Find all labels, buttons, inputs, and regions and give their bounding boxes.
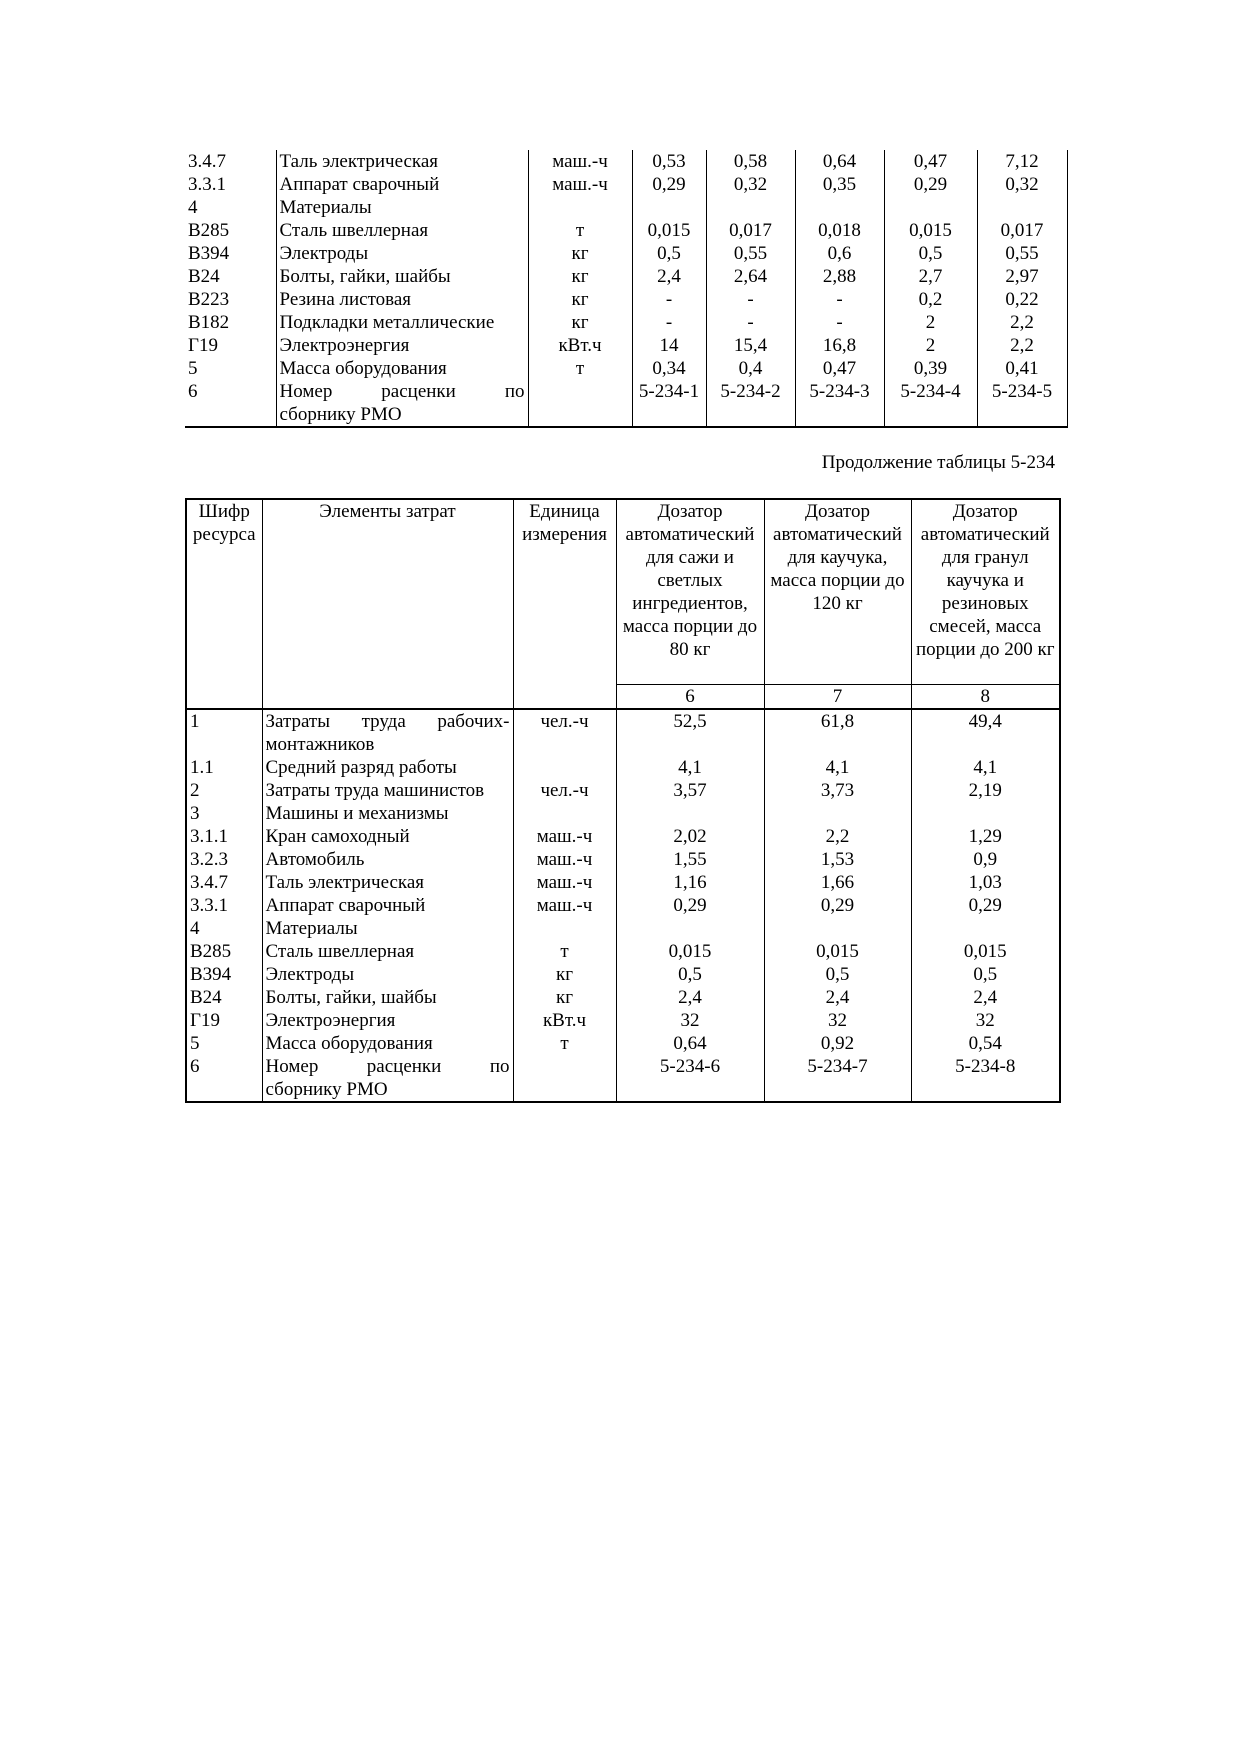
value-cell: 2,4	[764, 986, 911, 1009]
unit: маш.-ч	[513, 825, 616, 848]
resource-code: В394	[188, 243, 230, 264]
value-cell: 0,64	[616, 1032, 764, 1055]
cost-element: Болты, гайки, шайбы	[262, 986, 513, 1009]
resource-code: 2	[190, 780, 200, 801]
value-cell: 2,64	[706, 265, 795, 288]
value-cell: 0,29	[616, 894, 764, 917]
value-cell: 0,015	[884, 219, 977, 242]
cost-element-line-2: монтажников	[265, 734, 375, 755]
value-cell: 0,22	[977, 288, 1067, 311]
cost-element-line-1: Номер расценки по	[279, 381, 525, 402]
value-cell: 5-234-6	[616, 1055, 764, 1102]
table-row	[186, 779, 1060, 802]
value-cell: 4,1	[911, 756, 1060, 779]
cost-element-line-1: Затраты труда рабочих-	[265, 711, 510, 732]
value-cell: 0,39	[884, 357, 977, 380]
unit	[513, 1055, 616, 1102]
resource-code: В24	[190, 987, 222, 1008]
table-row	[186, 1032, 1060, 1055]
value-cell: 32	[911, 1009, 1060, 1032]
table-row	[185, 357, 1067, 380]
cost-element: Затраты труда машинистов	[262, 779, 513, 802]
value-cell: 15,4	[706, 334, 795, 357]
value-cell: 2,7	[884, 265, 977, 288]
value-cell: 52,5	[616, 709, 764, 756]
table-caption: Продолжение таблицы 5-234	[821, 452, 1055, 473]
header-unit: Единица измерения	[513, 499, 616, 709]
table-row	[186, 848, 1060, 871]
value-cell: 1,55	[616, 848, 764, 871]
header-col-7: Дозатор автоматический для каучука, масса порции до 120 кг	[764, 499, 911, 685]
unit: кг	[513, 986, 616, 1009]
col-number: 8	[911, 685, 1060, 710]
value-cell: 0,5	[764, 963, 911, 986]
value-cell: 0,53	[632, 150, 706, 173]
resource-code: Г19	[190, 1010, 220, 1031]
value-cell: 2,19	[911, 779, 1060, 802]
value-cell: 4,1	[616, 756, 764, 779]
value-cell: 0,5	[884, 242, 977, 265]
value-cell: 2,4	[911, 986, 1060, 1009]
value-cell: 2,4	[616, 986, 764, 1009]
value-cell: 2,97	[977, 265, 1067, 288]
cost-element-line-2: сборнику РМО	[279, 404, 402, 425]
unit: кВт.ч	[528, 334, 632, 357]
resource-code: 4	[190, 918, 200, 939]
unit: кг	[528, 288, 632, 311]
cost-element: Электроды	[262, 963, 513, 986]
value-cell: 0,55	[977, 242, 1067, 265]
unit: чел.-ч	[513, 709, 616, 756]
value-cell: 5-234-1	[632, 380, 706, 427]
value-cell: 5-234-8	[911, 1055, 1060, 1102]
value-cell: 0,54	[911, 1032, 1060, 1055]
unit: т	[513, 1032, 616, 1055]
resource-code: 3.3.1	[190, 895, 228, 916]
table-row	[185, 380, 1067, 427]
value-cell: 2,2	[977, 334, 1067, 357]
value-cell: 0,29	[632, 173, 706, 196]
resource-code: Г19	[188, 335, 218, 356]
value-cell: 5-234-5	[977, 380, 1067, 427]
resource-code: 1	[186, 709, 262, 756]
unit: кг	[528, 265, 632, 288]
unit: маш.-ч	[513, 871, 616, 894]
resource-code: В394	[190, 964, 232, 985]
resource-code: В285	[190, 941, 232, 962]
resource-code: 3.4.7	[188, 151, 226, 172]
header-col-6: Дозатор автоматический для сажи и светлых ингредиентов, масса порции до 80 кг	[616, 499, 764, 685]
table-row	[186, 802, 1060, 825]
value-cell: 32	[764, 1009, 911, 1032]
table-row	[186, 917, 1060, 940]
value-cell: 5-234-4	[884, 380, 977, 427]
value-cell: 0,015	[911, 940, 1060, 963]
resource-table-part1	[185, 150, 1068, 428]
unit: кг	[528, 242, 632, 265]
cost-element: Материалы	[276, 196, 528, 219]
value-cell: 7,12	[977, 150, 1067, 173]
unit: кг	[513, 963, 616, 986]
value-cell: 0,5	[911, 963, 1060, 986]
value-cell: 0,55	[706, 242, 795, 265]
cost-element: Таль электрическая	[262, 871, 513, 894]
table-row	[186, 871, 1060, 894]
resource-code: 3	[190, 803, 200, 824]
cost-element: Аппарат сварочный	[262, 894, 513, 917]
header-code: Шифр ресурса	[192, 501, 256, 545]
unit: маш.-ч	[513, 848, 616, 871]
header-col-8: Дозатор автоматический для гранул каучука и резиновых смесей, масса порции до 200 кг	[911, 499, 1060, 685]
unit	[528, 380, 632, 427]
unit	[513, 917, 616, 940]
table-row	[185, 219, 1067, 242]
value-cell: 2	[884, 334, 977, 357]
value-cell: -	[706, 311, 795, 334]
value-cell: 1,66	[764, 871, 911, 894]
value-cell: 0,64	[795, 150, 884, 173]
value-cell	[911, 802, 1060, 825]
cost-element: Материалы	[262, 917, 513, 940]
col-number: 7	[764, 685, 911, 710]
table-row	[186, 1055, 1060, 1102]
table-row	[185, 173, 1067, 196]
table-row	[186, 963, 1060, 986]
resource-table-part2	[185, 498, 1061, 1103]
cost-element: Электроэнергия	[262, 1009, 513, 1032]
table-row	[185, 311, 1067, 334]
cost-element	[262, 709, 513, 756]
value-cell: 2,02	[616, 825, 764, 848]
value-cell	[632, 196, 706, 219]
cost-element: Таль электрическая	[276, 150, 528, 173]
value-cell: 1,16	[616, 871, 764, 894]
value-cell: 5-234-7	[764, 1055, 911, 1102]
value-cell: 14	[632, 334, 706, 357]
unit: кг	[528, 311, 632, 334]
value-cell: 0,2	[884, 288, 977, 311]
value-cell: 0,92	[764, 1032, 911, 1055]
resource-code: В285	[188, 220, 230, 241]
resource-code: 6	[188, 381, 198, 402]
resource-code: 3.3.1	[188, 174, 226, 195]
value-cell: 61,8	[764, 709, 911, 756]
table-row	[185, 150, 1067, 173]
value-cell: 5-234-2	[706, 380, 795, 427]
value-cell: 2,2	[764, 825, 911, 848]
value-cell: 0,017	[706, 219, 795, 242]
value-cell: 49,4	[911, 709, 1060, 756]
resource-code: В223	[188, 289, 230, 310]
cost-element-line-1: Номер расценки по	[265, 1056, 510, 1077]
value-cell	[977, 196, 1067, 219]
value-cell: 1,03	[911, 871, 1060, 894]
cost-element: Аппарат сварочный	[276, 173, 528, 196]
value-cell	[764, 917, 911, 940]
resource-code: 3.2.3	[190, 849, 228, 870]
value-cell: 4,1	[764, 756, 911, 779]
value-cell: 0,9	[911, 848, 1060, 871]
cost-element: Автомобиль	[262, 848, 513, 871]
header-row	[186, 499, 1060, 685]
table-row	[186, 1009, 1060, 1032]
unit	[513, 756, 616, 779]
value-cell	[884, 196, 977, 219]
cost-element: Масса оборудования	[262, 1032, 513, 1055]
value-cell: 0,47	[795, 357, 884, 380]
value-cell: 2	[884, 311, 977, 334]
table-row	[186, 825, 1060, 848]
unit: чел.-ч	[513, 779, 616, 802]
resource-code: 5	[190, 1033, 200, 1054]
resource-code: 5	[188, 358, 198, 379]
cost-element: Машины и механизмы	[262, 802, 513, 825]
value-cell: 2,88	[795, 265, 884, 288]
unit: маш.-ч	[513, 894, 616, 917]
value-cell: 2,4	[632, 265, 706, 288]
unit: маш.-ч	[528, 150, 632, 173]
unit: т	[528, 357, 632, 380]
value-cell: 0,017	[977, 219, 1067, 242]
value-cell: -	[632, 311, 706, 334]
value-cell: 0,32	[706, 173, 795, 196]
table-row	[186, 986, 1060, 1009]
value-cell	[706, 196, 795, 219]
resource-code: 1.1	[190, 757, 214, 778]
table-row	[185, 265, 1067, 288]
value-cell: 3,73	[764, 779, 911, 802]
value-cell: 0,015	[616, 940, 764, 963]
value-cell: 0,5	[632, 242, 706, 265]
table-row	[186, 756, 1060, 779]
value-cell	[616, 802, 764, 825]
cost-element	[262, 1055, 513, 1102]
col-number: 6	[616, 685, 764, 710]
value-cell: 0,29	[911, 894, 1060, 917]
value-cell: 2,2	[977, 311, 1067, 334]
value-cell: -	[795, 288, 884, 311]
value-cell: 0,015	[764, 940, 911, 963]
value-cell: 0,41	[977, 357, 1067, 380]
cost-element: Кран самоходный	[262, 825, 513, 848]
cost-element: Сталь швеллерная	[276, 219, 528, 242]
cost-element: Сталь швеллерная	[262, 940, 513, 963]
value-cell: -	[795, 311, 884, 334]
unit	[528, 196, 632, 219]
value-cell	[616, 917, 764, 940]
table-row	[185, 288, 1067, 311]
value-cell: 0,47	[884, 150, 977, 173]
cost-element	[276, 380, 528, 427]
value-cell: 0,6	[795, 242, 884, 265]
table-row	[185, 334, 1067, 357]
value-cell	[764, 802, 911, 825]
unit: т	[528, 219, 632, 242]
value-cell: 1,53	[764, 848, 911, 871]
table-row	[185, 242, 1067, 265]
value-cell	[911, 917, 1060, 940]
value-cell: 0,4	[706, 357, 795, 380]
resource-code: В182	[188, 312, 230, 333]
resource-code: 3.1.1	[190, 826, 228, 847]
value-cell: 0,015	[632, 219, 706, 242]
unit: т	[513, 940, 616, 963]
resource-code: В24	[188, 266, 220, 287]
value-cell: 0,58	[706, 150, 795, 173]
table-row	[186, 940, 1060, 963]
value-cell: 0,32	[977, 173, 1067, 196]
header-name: Элементы затрат	[262, 499, 513, 709]
cost-element: Подкладки металлические	[276, 311, 528, 334]
table-row	[186, 709, 1060, 756]
resource-code: 4	[188, 197, 198, 218]
value-cell: 32	[616, 1009, 764, 1032]
cost-element: Болты, гайки, шайбы	[276, 265, 528, 288]
value-cell: 1,29	[911, 825, 1060, 848]
value-cell: 0,29	[884, 173, 977, 196]
table-row	[185, 196, 1067, 219]
value-cell: 0,5	[616, 963, 764, 986]
value-cell: 0,29	[764, 894, 911, 917]
cost-element: Средний разряд работы	[262, 756, 513, 779]
value-cell: 16,8	[795, 334, 884, 357]
cost-element: Резина листовая	[276, 288, 528, 311]
resource-code: 6	[190, 1056, 200, 1077]
value-cell: 5-234-3	[795, 380, 884, 427]
cost-element-line-2: сборнику РМО	[265, 1079, 388, 1100]
unit: кВт.ч	[513, 1009, 616, 1032]
value-cell: 0,34	[632, 357, 706, 380]
cost-element: Электроды	[276, 242, 528, 265]
value-cell: 3,57	[616, 779, 764, 802]
value-cell: -	[706, 288, 795, 311]
cost-element: Масса оборудования	[276, 357, 528, 380]
cost-element: Электроэнергия	[276, 334, 528, 357]
resource-code: 3.4.7	[190, 872, 228, 893]
table-row	[186, 894, 1060, 917]
unit	[513, 802, 616, 825]
value-cell	[795, 196, 884, 219]
value-cell: 0,018	[795, 219, 884, 242]
unit: маш.-ч	[528, 173, 632, 196]
value-cell: -	[632, 288, 706, 311]
value-cell: 0,35	[795, 173, 884, 196]
